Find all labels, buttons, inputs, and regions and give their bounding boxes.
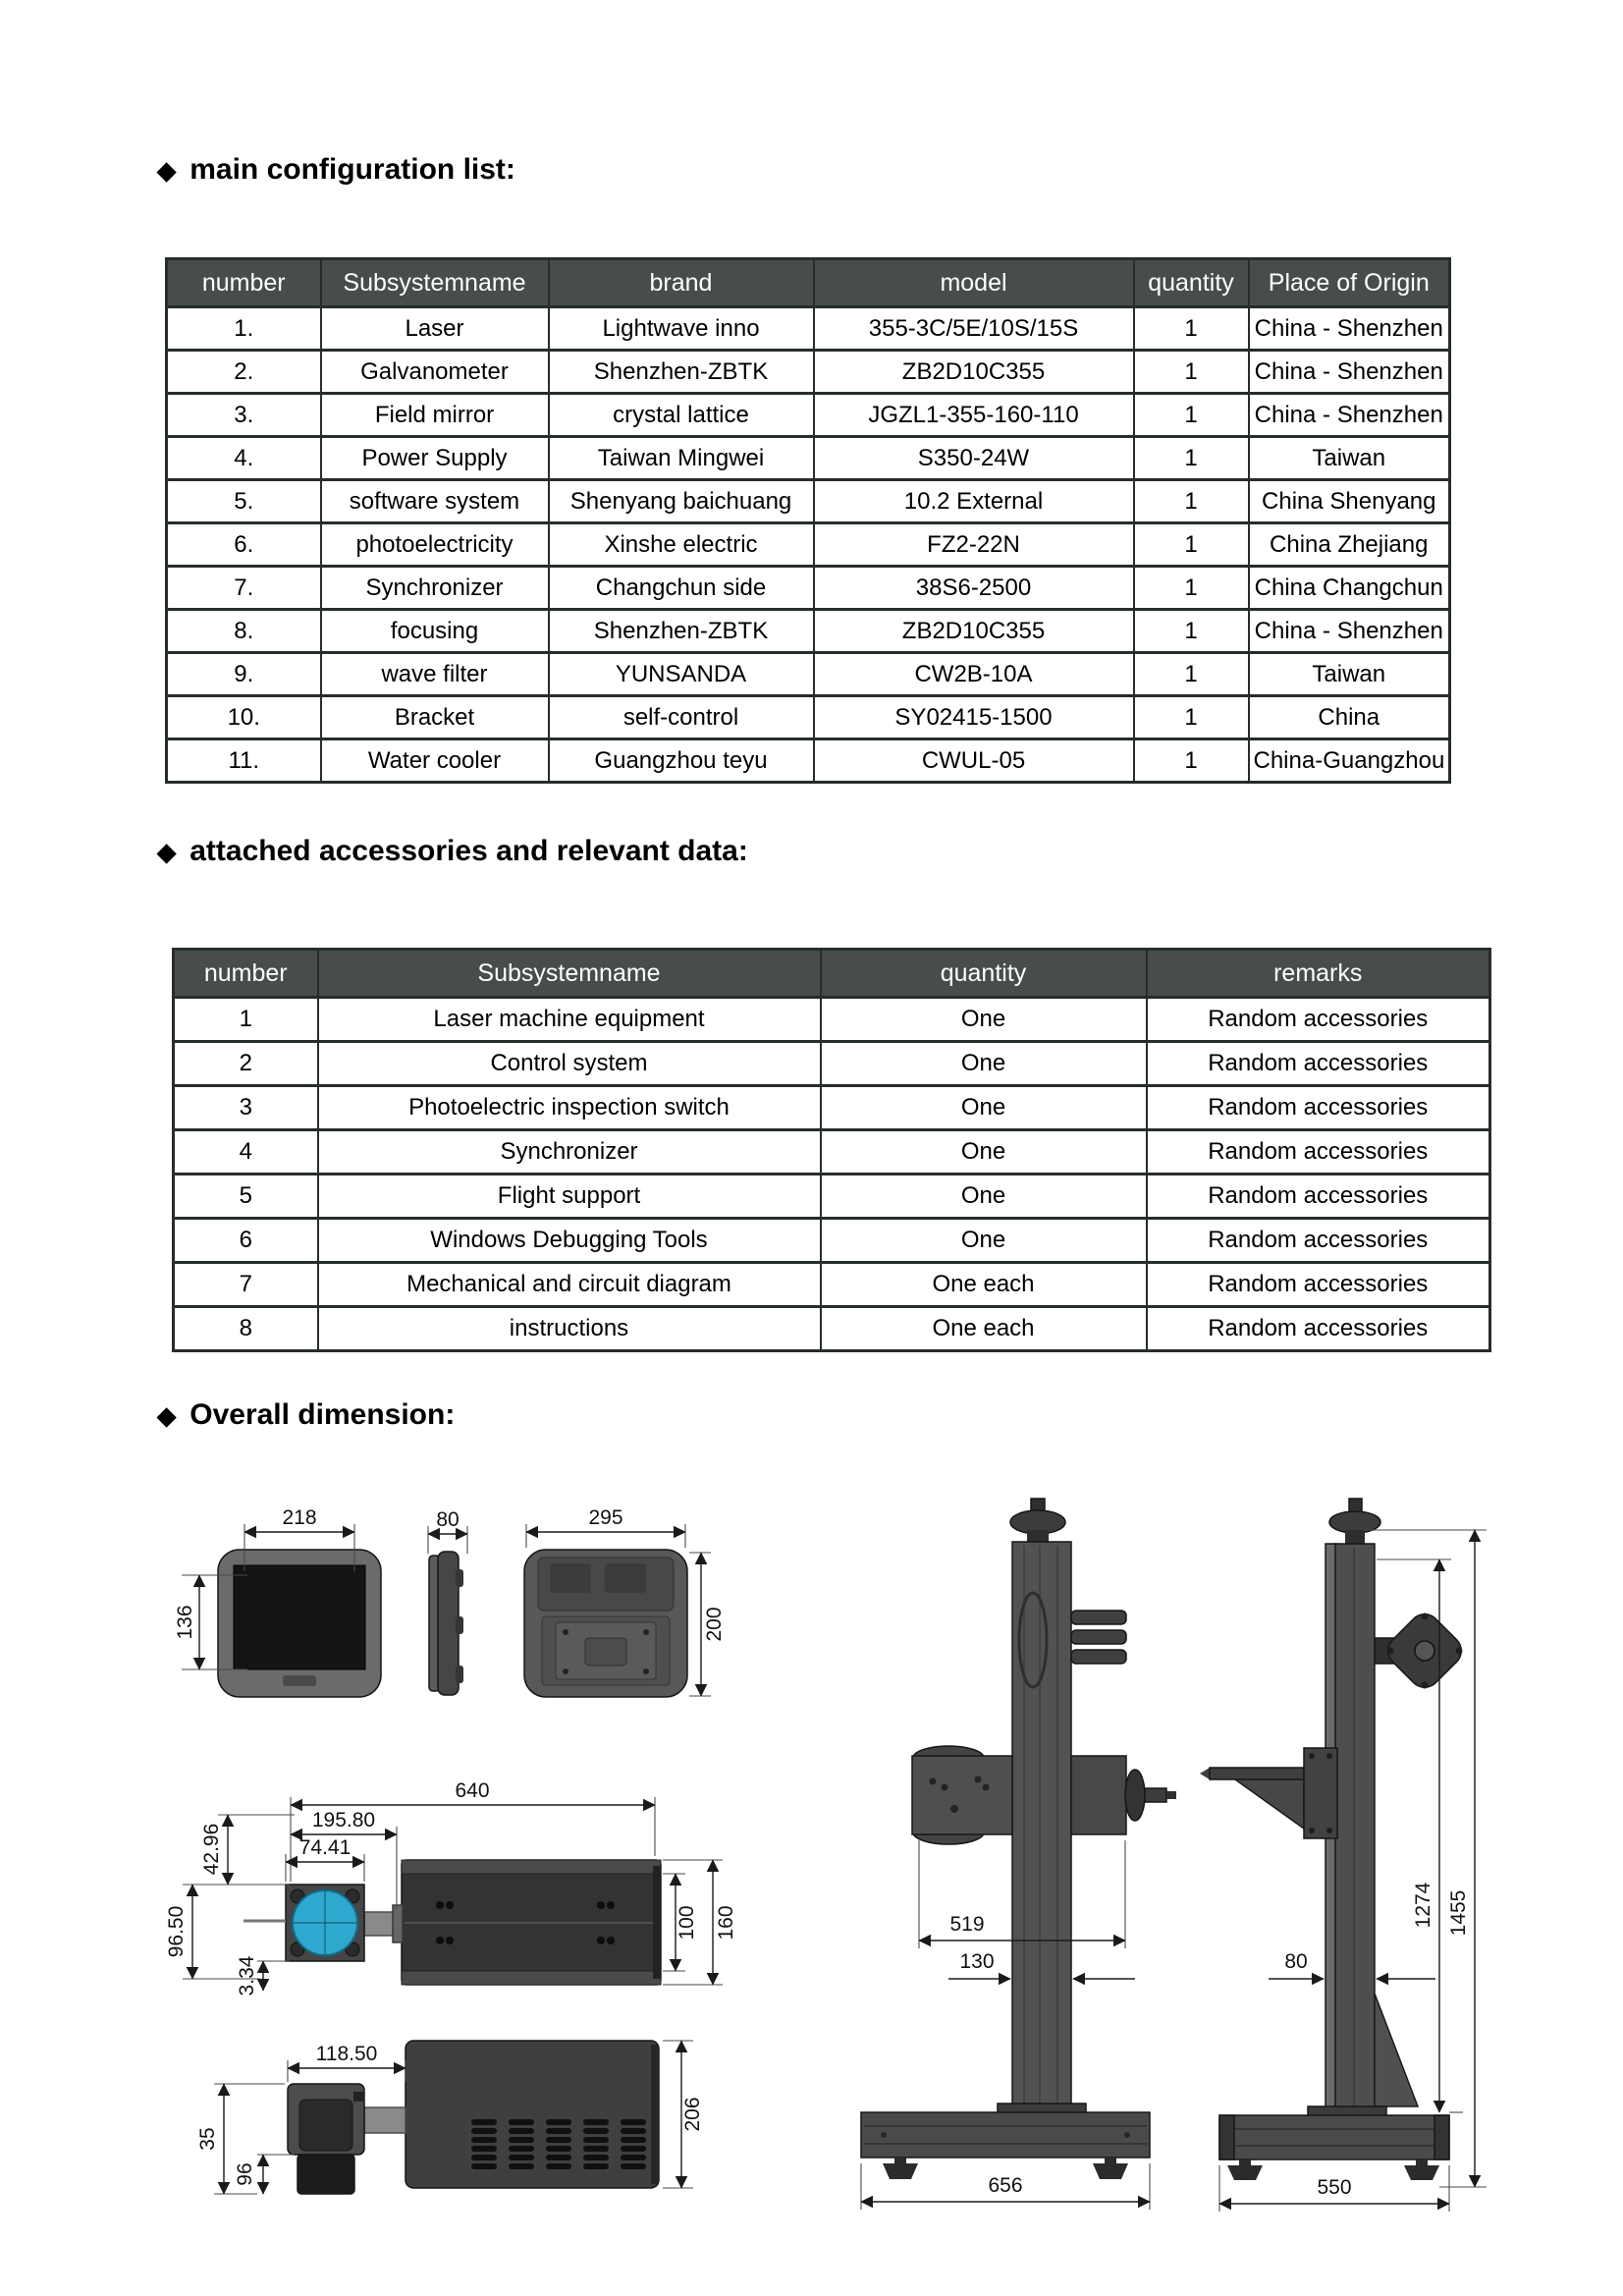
cell-remarks: Random accessories (1147, 1042, 1490, 1086)
table-row (167, 567, 1450, 610)
table-row (167, 437, 1450, 480)
cell-subsystem: focusing (321, 610, 549, 653)
laser-unit-bottom-view (196, 2041, 704, 2194)
cell-remarks: Random accessories (1147, 1086, 1490, 1130)
cell-quantity: One (821, 1219, 1147, 1263)
cell-model: JGZL1-355-160-110 (814, 394, 1134, 437)
cell-origin: China - Shenzhen (1249, 307, 1450, 351)
dim-label-laser2-body-height: 206 (681, 2097, 704, 2132)
clamp-handwheel (1125, 1770, 1145, 1821)
cell-model: SY02415-1500 (814, 696, 1134, 739)
main-configuration-table (165, 257, 1451, 784)
cell-remarks: Random accessories (1147, 1130, 1490, 1175)
cell-brand: Lightwave inno (549, 307, 814, 351)
cell-origin: China - Shenzhen (1249, 351, 1450, 394)
section-heading-main-configuration (157, 153, 515, 187)
overall-dimension-drawings (0, 1444, 1623, 2296)
monitor-rear-view (524, 1506, 726, 1697)
cell-number: 8. (167, 610, 321, 653)
cell-origin: Taiwan (1249, 653, 1450, 696)
dim-label-laser2-lens-height: 96 (234, 2162, 256, 2186)
stand-column (1012, 1542, 1071, 2116)
cell-subsystem: software system (321, 480, 549, 523)
table-row (174, 1307, 1490, 1351)
cell-quantity: One (821, 1042, 1147, 1086)
col-header-place-of-origin: Place of Origin (1249, 259, 1450, 307)
cell-model: ZB2D10C355 (814, 351, 1134, 394)
table-row (167, 351, 1450, 394)
dim-label-stand-base-depth: 550 (1317, 2176, 1352, 2199)
cell-subsystem: Synchronizer (321, 567, 549, 610)
cell-subsystem: Galvanometer (321, 351, 549, 394)
cell-quantity: 1 (1134, 739, 1249, 783)
cell-brand: self-control (549, 696, 814, 739)
dim-label-stand-base-width: 656 (988, 2174, 1023, 2197)
cell-model: ZB2D10C355 (814, 610, 1134, 653)
table-header-row (174, 950, 1490, 998)
cell-number: 2. (167, 351, 321, 394)
vesa-mount (1375, 1608, 1468, 1694)
cell-subsystem: Synchronizer (318, 1130, 821, 1175)
cell-brand: YUNSANDA (549, 653, 814, 696)
dim-label-laser-head-gap: 3.34 (236, 1955, 258, 1996)
cell-quantity: 1 (1134, 567, 1249, 610)
cell-brand: Shenzhen-ZBTK (549, 610, 814, 653)
dim-label-laser-head-offset: 195.80 (311, 1809, 376, 1831)
table-row (174, 1130, 1490, 1175)
cell-subsystem: Bracket (321, 696, 549, 739)
dim-label-laser2-head-height: 35 (196, 2127, 219, 2151)
cell-origin: China-Guangzhou (1249, 739, 1450, 783)
cell-quantity: One (821, 1086, 1147, 1130)
dim-label-stand-column-width: 130 (959, 1950, 995, 1973)
dim-label-monitor-depth: 80 (436, 1508, 460, 1531)
cell-subsystem: Flight support (318, 1175, 821, 1219)
dim-label-monitor-width: 218 (282, 1506, 317, 1529)
col-header-subsystemname: Subsystemname (321, 259, 549, 307)
cell-number: 7. (167, 567, 321, 610)
cell-subsystem: Field mirror (321, 394, 549, 437)
cell-quantity: 1 (1134, 394, 1249, 437)
cell-number: 4 (174, 1130, 318, 1175)
laser-unit-side-view (165, 1779, 737, 1995)
cell-subsystem: Photoelectric inspection switch (318, 1086, 821, 1130)
col-header-quantity: quantity (821, 950, 1147, 998)
dim-label-monitor-height: 136 (174, 1605, 196, 1640)
table-row (167, 307, 1450, 351)
cell-origin: China Changchun (1249, 567, 1450, 610)
cell-number: 9. (167, 653, 321, 696)
cell-brand: Xinshe electric (549, 523, 814, 567)
cell-number: 5 (174, 1175, 318, 1219)
cell-origin: Taiwan (1249, 437, 1450, 480)
table-row (174, 1263, 1490, 1307)
heading-text: Overall dimension: (189, 1398, 456, 1431)
cell-number: 1 (174, 998, 318, 1042)
table-row (174, 1175, 1490, 1219)
cell-remarks: Random accessories (1147, 1219, 1490, 1263)
stand-base (861, 2112, 1150, 2158)
cell-origin: China Zhejiang (1249, 523, 1450, 567)
heading-text: main configuration list: (189, 153, 515, 186)
stand-column-side (1335, 1544, 1375, 2116)
dim-label-laser-head-width: 74.41 (298, 1836, 352, 1859)
cell-subsystem: instructions (318, 1307, 821, 1351)
cell-brand: Shenyang baichuang (549, 480, 814, 523)
cell-number: 7 (174, 1263, 318, 1307)
cell-remarks: Random accessories (1147, 998, 1490, 1042)
table-row (167, 394, 1450, 437)
cell-quantity: 1 (1134, 307, 1249, 351)
table-row (174, 1086, 1490, 1130)
col-header-number: number (174, 950, 318, 998)
cell-model: 355-3C/5E/10S/15S (814, 307, 1134, 351)
cell-model: S350-24W (814, 437, 1134, 480)
cell-quantity: 1 (1134, 653, 1249, 696)
cell-number: 6 (174, 1219, 318, 1263)
cell-number: 8 (174, 1307, 318, 1351)
cell-quantity: 1 (1134, 480, 1249, 523)
cell-quantity: 1 (1134, 351, 1249, 394)
monitor-front-view (174, 1506, 381, 1697)
table-row (167, 610, 1450, 653)
dim-label-laser-total-height: 160 (715, 1905, 737, 1941)
dim-label-stand-column-height: 1274 (1412, 1882, 1434, 1929)
cell-origin: China - Shenzhen (1249, 394, 1450, 437)
col-header-remarks: remarks (1147, 950, 1490, 998)
dim-label-laser-head-height: 96.50 (165, 1905, 188, 1958)
accessories-table (172, 948, 1491, 1352)
cell-quantity: 1 (1134, 610, 1249, 653)
cell-quantity: One each (821, 1307, 1147, 1351)
cell-quantity: 1 (1134, 696, 1249, 739)
dim-label-laser2-head-width: 118.50 (315, 2043, 378, 2065)
cell-number: 11. (167, 739, 321, 783)
col-header-brand: brand (549, 259, 814, 307)
cell-model: 38S6-2500 (814, 567, 1134, 610)
cell-quantity: 1 (1134, 523, 1249, 567)
dim-label-stand-arm: 519 (949, 1913, 985, 1936)
cell-remarks: Random accessories (1147, 1307, 1490, 1351)
table-header-row (167, 259, 1450, 307)
cell-brand: Shenzhen-ZBTK (549, 351, 814, 394)
dim-label-monitor-back-height: 200 (703, 1607, 726, 1642)
cell-remarks: Random accessories (1147, 1263, 1490, 1307)
cell-model: FZ2-22N (814, 523, 1134, 567)
table-row (167, 523, 1450, 567)
dim-label-stand-total-height: 1455 (1447, 1889, 1470, 1937)
col-header-subsystemname: Subsystemname (318, 950, 821, 998)
diamond-bullet-icon: ◆ (157, 156, 177, 185)
dim-label-laser-head-top: 42.96 (200, 1823, 223, 1876)
cell-brand: crystal lattice (549, 394, 814, 437)
cell-brand: Taiwan Mingwei (549, 437, 814, 480)
col-header-number: number (167, 259, 321, 307)
dim-label-stand-column-depth: 80 (1284, 1950, 1308, 1973)
cell-subsystem: Laser machine equipment (318, 998, 821, 1042)
table-row (174, 998, 1490, 1042)
cell-model: CW2B-10A (814, 653, 1134, 696)
col-header-model: model (814, 259, 1134, 307)
cell-subsystem: Power Supply (321, 437, 549, 480)
col-header-quantity: quantity (1134, 259, 1249, 307)
cell-number: 3. (167, 394, 321, 437)
stand-base-side (1219, 2115, 1449, 2159)
cell-model: CWUL-05 (814, 739, 1134, 783)
cell-model: 10.2 External (814, 480, 1134, 523)
cell-quantity: One each (821, 1263, 1147, 1307)
cell-quantity: One (821, 1175, 1147, 1219)
cell-number: 2 (174, 1042, 318, 1086)
section-heading-accessories (157, 835, 748, 868)
monitor-side-view (428, 1508, 467, 1695)
stand-side-view (1200, 1499, 1487, 2212)
cell-remarks: Random accessories (1147, 1175, 1490, 1219)
cell-subsystem: photoelectricity (321, 523, 549, 567)
cell-number: 3 (174, 1086, 318, 1130)
table-row (167, 739, 1450, 783)
table-row (167, 696, 1450, 739)
table-row (174, 1042, 1490, 1086)
cell-brand: Guangzhou teyu (549, 739, 814, 783)
cell-number: 4. (167, 437, 321, 480)
diamond-bullet-icon: ◆ (157, 1401, 177, 1430)
galvo-scan-head (286, 1885, 364, 1961)
section-heading-overall-dimension (157, 1398, 455, 1432)
cell-quantity: 1 (1134, 437, 1249, 480)
dim-label-laser-length: 640 (455, 1779, 490, 1802)
cell-number: 10. (167, 696, 321, 739)
dim-label-laser-body-height: 100 (676, 1905, 698, 1941)
cell-subsystem: Water cooler (321, 739, 549, 783)
diamond-bullet-icon: ◆ (157, 838, 177, 866)
dim-label-monitor-back-width: 295 (588, 1506, 623, 1529)
cell-number: 1. (167, 307, 321, 351)
cell-origin: China - Shenzhen (1249, 610, 1450, 653)
heading-text: attached accessories and relevant data: (189, 835, 748, 867)
cell-subsystem: Windows Debugging Tools (318, 1219, 821, 1263)
stand-front-view (861, 1499, 1176, 2210)
cell-subsystem: Mechanical and circuit diagram (318, 1263, 821, 1307)
side-arm-bracket (1200, 1748, 1337, 1838)
cell-subsystem: wave filter (321, 653, 549, 696)
cell-number: 5. (167, 480, 321, 523)
cell-quantity: One (821, 1130, 1147, 1175)
cell-origin: China Shenyang (1249, 480, 1450, 523)
table-row (167, 653, 1450, 696)
cell-number: 6. (167, 523, 321, 567)
cell-brand: Changchun side (549, 567, 814, 610)
table-row (167, 480, 1450, 523)
table-row (174, 1219, 1490, 1263)
cell-origin: China (1249, 696, 1450, 739)
cell-subsystem: Control system (318, 1042, 821, 1086)
cell-quantity: One (821, 998, 1147, 1042)
cell-subsystem: Laser (321, 307, 549, 351)
